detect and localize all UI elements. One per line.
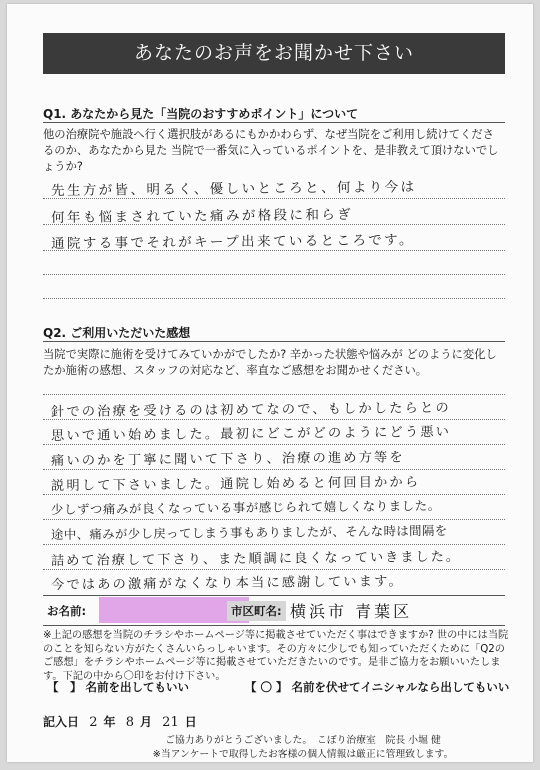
q2-answer-line: 詰めて治療して下さり、また順調に良くなっていきました。: [50, 549, 462, 569]
page-title: あなたのお声をお聞かせ下さい: [43, 33, 505, 74]
q2-ruled-line: [43, 394, 505, 395]
date-day-unit: 日: [184, 715, 197, 729]
option-label: 名前を出してもいい: [85, 680, 190, 694]
q2-answer-line: 痛いのかを丁寧に聞いて下さり、治療の進め方等を: [50, 450, 406, 469]
city-label: 市区町名:: [227, 601, 286, 621]
footer-thanks: ご協力ありがとうございました。 こぼり治療室 院長 小堀 健: [165, 735, 441, 746]
q2-ruled-line: [43, 569, 505, 570]
q1-answer-line: 何年も悩まされていた痛みが格段に和らぎ: [50, 206, 354, 226]
option-checkbox-mark[interactable]: 【 〇 】: [245, 680, 288, 694]
option-label: 名前を伏せてイニシャルなら出してもいい: [291, 680, 510, 694]
q2-ruled-line: [43, 519, 505, 520]
q1-ruled-line: [43, 298, 505, 299]
q2-answer-line: 針での治療を受けるのは初めてなので、もしかしたらとの: [50, 400, 451, 420]
q2-answer-line: 今ではあの激痛がなくなり本当に感謝しています。: [50, 574, 404, 593]
option-initials-only[interactable]: [245, 679, 509, 695]
q1-answer-line: 先生方が皆、明るく、優しいところと、何より今は: [50, 179, 417, 199]
date-year-unit: 年: [103, 715, 116, 729]
q2-ruled-line: [43, 444, 505, 445]
q2-ruled-line: [43, 469, 505, 470]
q2-ruled-line: [43, 494, 505, 495]
q2-answer-line: 少しずつ痛みが良くなっている事が感じられて嬉しくなりました。: [50, 497, 441, 517]
q2-answer-line: 途中、痛みが少し戻ってしまう事もありましたが、そんな時は間隔を: [50, 522, 448, 542]
survey-page: [7, 4, 533, 762]
city-value: 横浜市 青葉区: [290, 602, 413, 621]
q2-ruled-line: [43, 544, 505, 545]
name-label: お名前:: [47, 604, 87, 618]
name-city-row: [43, 595, 505, 626]
q2-prompt: 当院で実際に施術を受けてみていかがでしたか? 辛かった状態や悩みが どのように変化したか施術の感想、スタッフの対応など、率直なご感想をお聞かせください。: [43, 348, 497, 377]
publication-notice: ※上記の感想を当院のチラシやホームページ等に掲載させていただく事はできますか? 世の中には当院のことを知らない方がたくさんいらっしゃいます。その方々に少しでも知っていただくために「Q2のご感想」をチラシやホームページ等に掲載させていただきたいのです。是非ご協力をお願いいたします。下記の中から〇印をお付け下さい。: [43, 630, 509, 682]
entry-date: [43, 713, 197, 730]
q2-divider: [43, 341, 505, 342]
q1-answer-line: 通院する事でそれがキープ出来ているところです。: [50, 232, 415, 252]
date-year: 2: [89, 715, 98, 730]
date-label: 記入日: [43, 715, 80, 729]
q2-heading: Q2. ご利用いただいた感想: [43, 326, 191, 340]
date-month-unit: 月: [139, 715, 152, 729]
q1-heading: Q1. あなたから見た「当院のおすすめポイント」について: [43, 107, 359, 121]
footer-privacy: ※当アンケートで取得したお客様の個人情報は厳正に管理致します。: [152, 749, 454, 760]
q2-answer-line: 説明して下さいました。通院し始めると何回目かから: [50, 475, 421, 494]
date-day: 21: [162, 715, 179, 730]
q2-answer-line: 思いで通い始めました。最初にどこがどのようにどう悪い: [50, 424, 452, 444]
date-month: 8: [125, 715, 134, 730]
q1-prompt: 他の治療院や施設へ行く選択肢があるにもかかわらず、なぜ当院をご利用し続けてくださるのか、あなたから見た 当院で一番気に入っているポイントを、是非教えて頂けないでしょうか?: [43, 128, 499, 173]
q1-ruled-line: [43, 274, 505, 275]
q1-divider: [43, 122, 505, 123]
option-checkbox-mark[interactable]: 【 】: [47, 680, 82, 694]
option-show-name[interactable]: [47, 679, 189, 695]
